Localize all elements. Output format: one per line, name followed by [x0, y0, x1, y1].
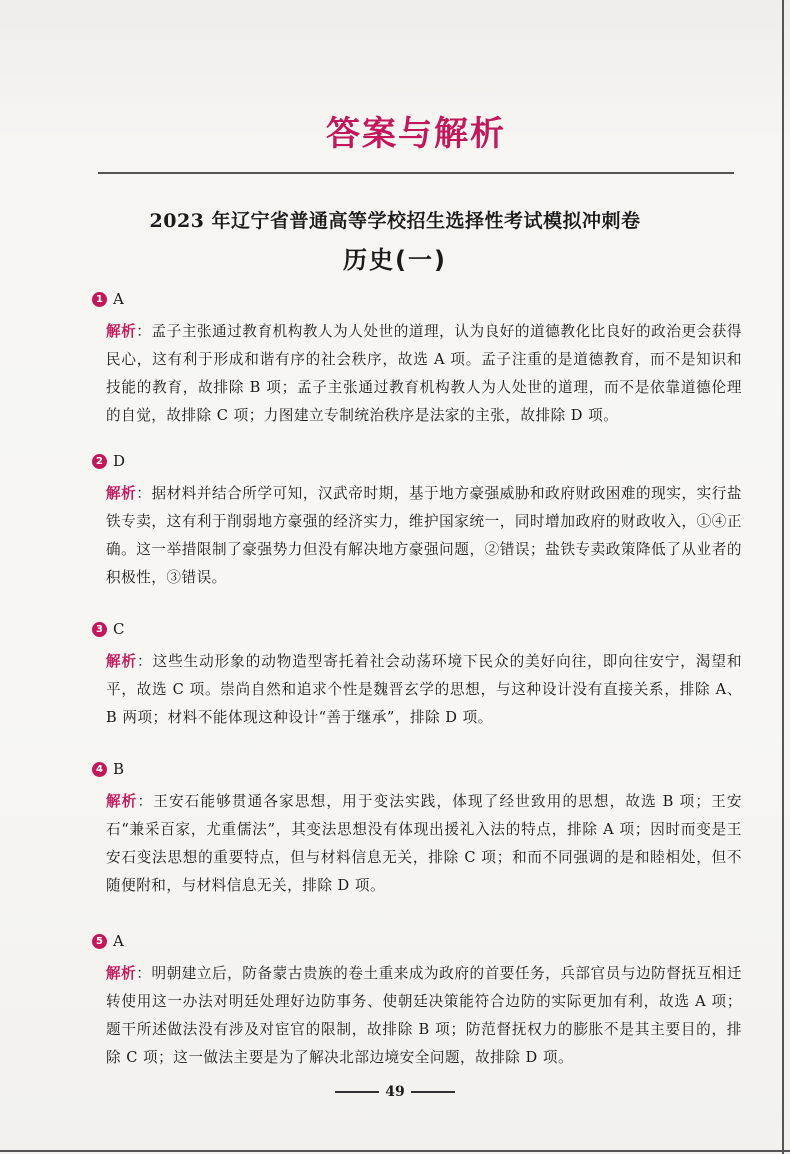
explanation-text: 据材料并结合所学可知，汉武帝时期，基于地方豪强威胁和政府财政困难的现实，实行盐铁专卖，这有利于削弱地方豪强的经济实力，维护国家统一，同时增加政府的财政收入，①④正确。这一举措限制了豪强势力但没有解决地方豪强问题，②错误；盐铁专卖政策降低了从业者的积极性，③错误。: [106, 485, 742, 586]
question-answer: A: [113, 290, 124, 308]
question-number-badge: 4: [92, 762, 107, 777]
question-number-badge: 5: [92, 934, 107, 949]
question-number-badge: 3: [92, 622, 107, 637]
page-number: 49: [385, 1084, 405, 1100]
page-edge-bottom: [0, 1150, 790, 1152]
question-block: [92, 450, 742, 592]
explanation-label: 解析: [106, 485, 137, 502]
question-block: [92, 758, 742, 900]
exam-title: 2023 年辽宁省普通高等学校招生选择性考试模拟冲刺卷: [149, 210, 641, 232]
explanation-text: 孟子主张通过教育机构教人为人处世的道理，认为良好的道德教化比良好的政治更会获得民心，这有利于形成和谐有序的社会秩序，故选 A 项。孟子注重的是道德教育，而不是知识和技能的教育，故排除 B 项；孟子主张通过教育机构教人为人处世的道理，而不是依靠道德伦理的自觉，故排除 C 项；力图建立专制统治秩序是法家的主张，故排除 D 项。: [106, 323, 742, 424]
explanation-label: 解析: [106, 653, 138, 670]
explanation-label: 解析: [106, 965, 137, 982]
explanation-label: 解析: [106, 793, 138, 810]
question-answer: A: [113, 932, 124, 950]
question-explanation: 解析：孟子主张通过教育机构教人为人处世的道理，认为良好的道德教化比良好的政治更会获得民心，这有利于形成和谐有序的社会秩序，故选 A 项。孟子注重的是道德教育，而不是知识和技能的教育，故排除 B 项；孟子主张通过教育机构教人为人处世的道理，而不是依靠道德伦理的自觉，故排除 C 项；力图建立专制统治秩序是法家的主张，故排除 D 项。: [106, 323, 742, 424]
page-footer: [0, 1080, 790, 1104]
header-divider: [98, 172, 734, 174]
question-number-badge: 2: [92, 454, 107, 469]
question-explanation: 解析：据材料并结合所学可知，汉武帝时期，基于地方豪强威胁和政府财政困难的现实，实行盐铁专卖，这有利于削弱地方豪强的经济实力，维护国家统一，同时增加政府的财政收入，①④正确。这一举措限制了豪强势力但没有解决地方豪强问题，②错误；盐铁专卖政策降低了从业者的积极性，③错误。: [106, 485, 742, 586]
explanation-label: 解析: [106, 323, 137, 340]
section-banner: [312, 104, 520, 156]
question-answer: C: [113, 620, 125, 638]
question-block: [92, 930, 742, 1072]
footer-rule-left: [335, 1091, 379, 1093]
question-answer: B: [113, 760, 125, 778]
section-title: 答案与解析: [326, 113, 506, 154]
question-answer: D: [113, 452, 126, 470]
explanation-text: 明朝建立后，防备蒙古贵族的卷土重来成为政府的首要任务，兵部官员与边防督抚互相迁转使用这一办法对明廷处理好边防事务、使朝廷决策能符合边防的实际更加有利，故选 A 项；题干所述做法没有涉及对宦官的限制，故排除 B 项；防范督抚权力的膨胀不是其主要目的，排除 C 项；这一做法主要是为了解决北部边境安全问题，故排除 D 项。: [106, 965, 742, 1066]
explanation-text: 这些生动形象的动物造型寄托着社会动荡环境下民众的美好向往，即向往安宁，渴望和平，故选 C 项。崇尚自然和追求个性是魏晋玄学的思想，与这种设计没有直接关系，排除 A、B 两项；材料不能体现这种设计“善于继承”，排除 D 项。: [106, 653, 742, 726]
subject-title: 历史(一): [343, 246, 447, 274]
question-block: [92, 288, 742, 430]
question-number-badge: 1: [92, 292, 107, 307]
footer-rule-right: [411, 1091, 455, 1093]
explanation-text: 王安石能够贯通各家思想，用于变法实践，体现了经世致用的思想，故选 B 项；王安石“兼采百家，尤重儒法”，其变法思想没有体现出援礼入法的特点，排除 A 项；因时而变是王安石变法思想的重要特点，但与材料信息无关，排除 C 项；和而不同强调的是和睦相处，但不随便附和，与材料信息无关，排除 D 项。: [106, 793, 742, 894]
question-explanation: 解析：明朝建立后，防备蒙古贵族的卷土重来成为政府的首要任务，兵部官员与边防督抚互相迁转使用这一办法对明廷处理好边防事务、使朝廷决策能符合边防的实际更加有利，故选 A 项；题干所述做法没有涉及对宦官的限制，故排除 B 项；防范督抚权力的膨胀不是其主要目的，排除 C 项；这一做法主要是为了解决北部边境安全问题，故排除 D 项。: [106, 965, 742, 1066]
question-block: [92, 618, 742, 732]
page-edge-right: [782, 0, 784, 1154]
question-explanation: 解析：这些生动形象的动物造型寄托着社会动荡环境下民众的美好向往，即向往安宁，渴望和平，故选 C 项。崇尚自然和追求个性是魏晋玄学的思想，与这种设计没有直接关系，排除 A、B 两项；材料不能体现这种设计“善于继承”，排除 D 项。: [106, 653, 742, 726]
question-explanation: 解析：王安石能够贯通各家思想，用于变法实践，体现了经世致用的思想，故选 B 项；王安石“兼采百家，尤重儒法”，其变法思想没有体现出援礼入法的特点，排除 A 项；因时而变是王安石变法思想的重要特点，但与材料信息无关，排除 C 项；和而不同强调的是和睦相处，但不随便附和，与材料信息无关，排除 D 项。: [106, 793, 742, 894]
